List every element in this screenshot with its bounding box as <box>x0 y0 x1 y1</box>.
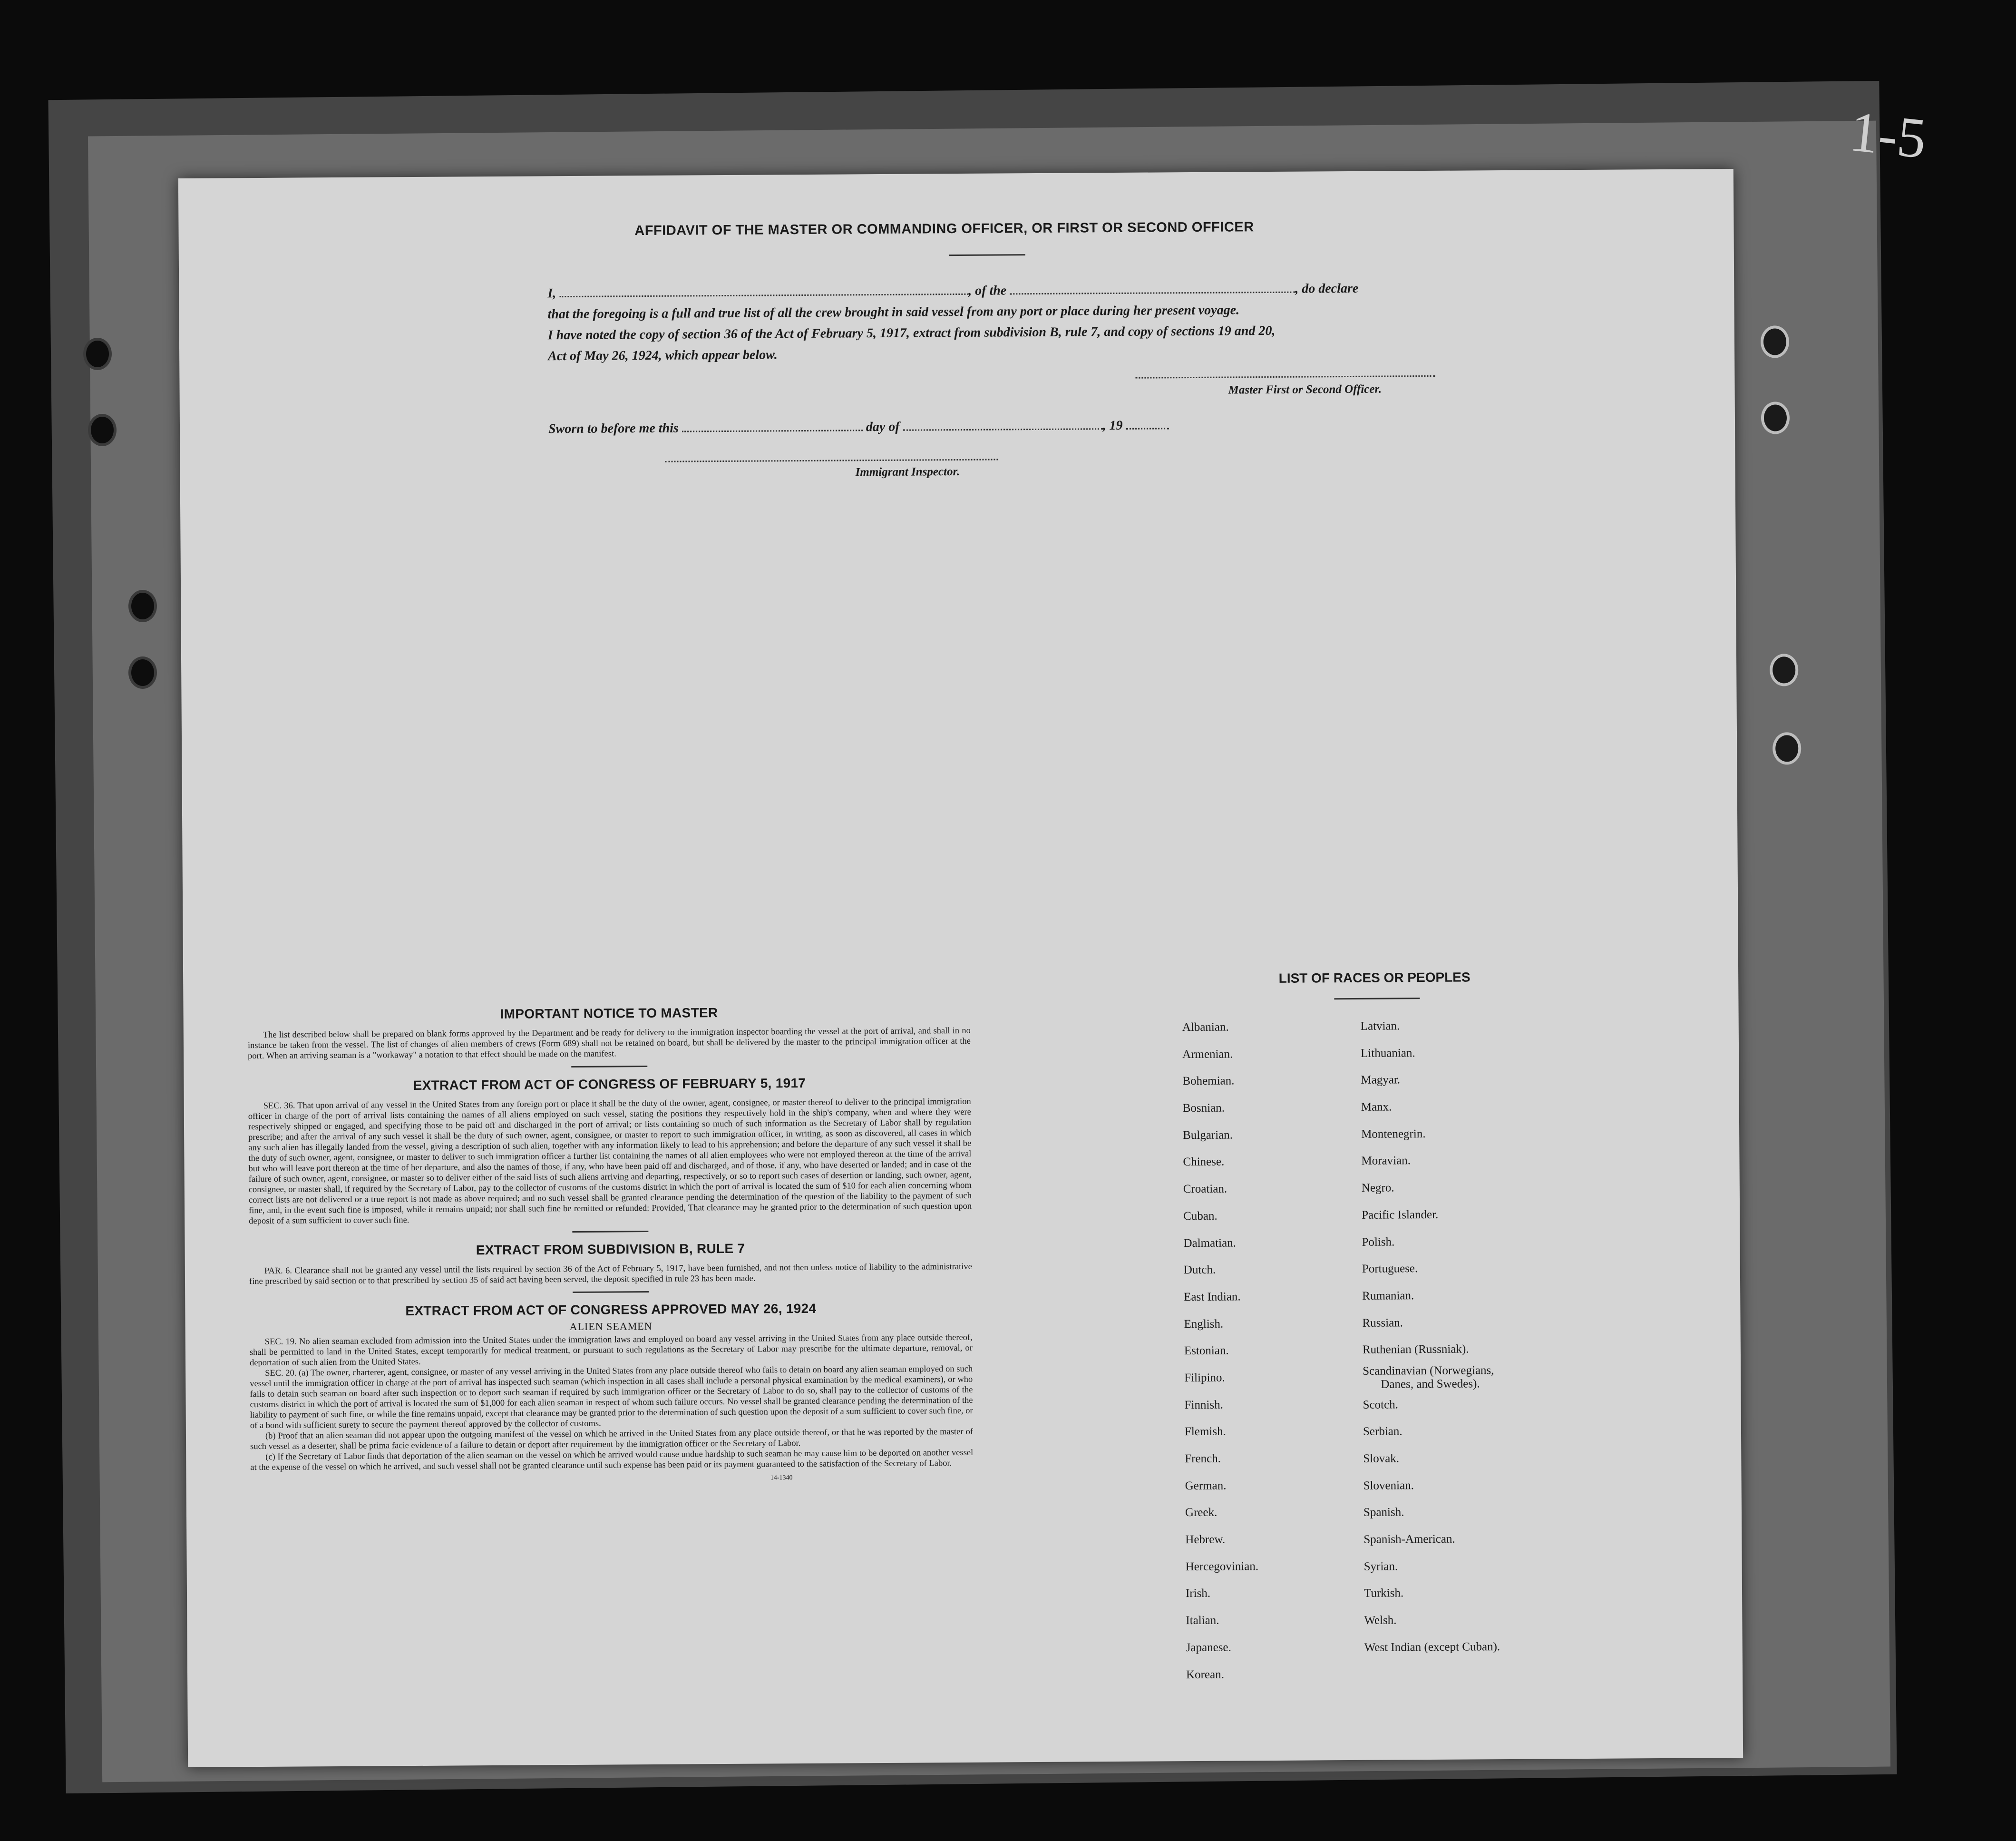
race-item: Dutch. <box>1183 1263 1216 1277</box>
declaration-line-4: Act of May 26, 1924, which appear below. <box>548 347 778 364</box>
race-item: Moravian. <box>1361 1154 1411 1168</box>
race-item: Cuban. <box>1183 1209 1217 1223</box>
extract-1924-subtitle: ALIEN SEAMEN <box>569 1320 653 1333</box>
extract-1924-title: EXTRACT FROM ACT OF CONGRESS APPROVED MAY 26, 1924 <box>405 1301 817 1319</box>
race-item: Scotch. <box>1363 1398 1399 1411</box>
extract-rule7-title: EXTRACT FROM SUBDIVISION B, RULE 7 <box>476 1241 745 1258</box>
section-divider <box>573 1291 649 1293</box>
extract-1917-title: EXTRACT FROM ACT OF CONGRESS OF FEBRUARY 5, 1917 <box>413 1075 806 1093</box>
inspector-signature-label: Immigrant Inspector. <box>855 465 960 479</box>
sec20c-text: (c) If the Secretary of Labor finds that deportation of the alien seaman on the vessel on which he arrived would cause undue hardship to such seaman he may cause him to be deported on another vessel at the expense of the vessel on which he arrived, and such vessel shall not be granted clearance until such expense has been paid or its payment guaranteed to the satisfaction of the Secretary of Labor. <box>250 1448 974 1473</box>
legal-text-column <box>247 1004 973 1485</box>
race-item: Magyar. <box>1361 1073 1401 1087</box>
binder-hole <box>1761 325 1789 358</box>
race-item: Bosnian. <box>1182 1101 1225 1115</box>
affidavit-sheet <box>178 169 1743 1767</box>
race-item: Portuguese. <box>1362 1262 1418 1276</box>
race-item: Hercegovinian. <box>1185 1559 1259 1573</box>
handwritten-page-number: 1-5 <box>1847 99 1929 170</box>
race-item: Hebrew. <box>1185 1533 1226 1547</box>
binder-hole <box>1770 654 1798 686</box>
race-item: West Indian (except Cuban). <box>1364 1640 1500 1654</box>
sec20a-text: SEC. 20. (a) The owner, charterer, agent, consignee, or master of any vessel arriving in the United States from any place outside thereof who fails to detain on board any alien seaman employed on such vessel until the immigration officer in charge at the port of arrival has inspected such seaman (which inspection in all cases shall include a personal physical examination by the medical examiners), or who fails to detain such seaman on board after such inspection or to deport such seaman if required by such immigration officer or the Secretary of Labor to do so, shall pay to the collector of customs of the customs district in which the port of arrival is located the sum of $1,000 for each alien seaman in respect of whom such failure occurs. No vessel shall be granted clearance pending the determination of the liability to payment of such fine, or while the fine remains unpaid, except that clearance may be granted prior to the determination of such question upon the deposit of a sum sufficient to cover such fine, or of a bond with sufficient surety to secure the payment thereof approved by the collector of customs. <box>250 1364 973 1431</box>
race-item: Polish. <box>1362 1235 1395 1249</box>
race-item: Estonian. <box>1184 1344 1229 1358</box>
race-item-line1: Scandinavian (Norwegians, <box>1363 1364 1494 1378</box>
inspector-signature-line <box>665 459 998 462</box>
race-item: Ruthenian (Russniak). <box>1362 1342 1469 1357</box>
race-item: Flemish. <box>1184 1425 1226 1439</box>
sec20b-text: (b) Proof that an alien seaman did not appear upon the outgoing manifest of the vessel on which he arrived in the United States from any place outside thereof, or that he was reported by the master of such vessel as a deserter, shall be prima facie evidence of a failure to detain or deport after requirement by the immigration officer or the Secretary of Labor. <box>250 1427 974 1452</box>
declaration-i: I, <box>547 286 556 301</box>
extract-rule7-text: PAR. 6. Clearance shall not be granted any vessel until the lists required by section 36 of the Act of February 5, 1917, have been furnished, and not then unless notice of liability to the administrative fine prescribed by said section or to that prescribed by section 35 of said act having been served, the deposit specified in rule 23 has been made. <box>249 1262 972 1287</box>
binder-hole <box>88 414 117 446</box>
race-item: Turkish. <box>1363 1586 1404 1600</box>
name-blank <box>559 282 968 297</box>
sec19-text: SEC. 19. No alien seaman excluded from admission into the United States under the immigration laws and employed on board any vessel arriving in the United States from any place outside thereof, shall be permitted to land in the United States, except temporarily for medical treatment, or pursuant to such regulations as the Secretary of Labor may prescribe for the ultimate departure, removal, or deportation of such alien from the United States. <box>249 1332 973 1368</box>
race-item: East Indian. <box>1184 1290 1241 1304</box>
extract-1917-text: SEC. 36. That upon arrival of any vessel in the United States from any foreign port or place it shall be the duty of the owner, agent, consignee, or master thereof to deliver to the principal immigration officer in charge of the port of arrival lists containing the names of all aliens employed on such vessel, stating the positions they respectively hold in the ship's company, when and where they were respectively shipped or engaged, and specifying those to be paid off and discharged in the port of arrival; or lists containing so much of such information as the Secretary of Labor shall by regulation prescribe; and after the arrival of any such vessel it shall be the duty of such owner, agent, consignee, or master to report to such immigration officer, in writing, as soon as discovered, all cases in which any such alien has illegally landed from the vessel, giving a description of such alien, together with any information likely to lead to his apprehension; and before the departure of any such vessel it shall be the duty of such owner, agent, consignee, or master to deliver to such immigration officer a further list containing the names of all alien employees who were not employed thereon at the time of the arrival but who will leave port thereon at the time of her departure, and also the names of those, if any, who have been paid off and discharged, and of those, if any, who have deserted or landed; and in case of the failure of such owner, agent, consignee, or master so to deliver either of the said lists of such aliens arriving and departing, respectively, or so to report such cases of desertion or landing, such owner, agent, consignee, or master shall, if required by the Secretary of Labor, pay to the collector of customs of the customs district in which the port of arrival is located the sum of $10 for each alien concerning whom correct lists are not delivered or a true report is not made as above required; and no such vessel shall be granted clearance pending the determination of the question of the liability to the payment of such fine, and, in the event such fine is imposed, while it remains unpaid; nor shall such fine be remitted or refunded: Provided, That clearance may be granted prior to the determination of such question upon deposit of a sum sufficient to cover such fine. <box>248 1097 972 1226</box>
race-item: Slovak. <box>1363 1452 1400 1465</box>
sworn-day-of: day of <box>866 419 900 435</box>
race-item: Dalmatian. <box>1183 1236 1237 1250</box>
vessel-blank <box>1010 280 1295 295</box>
section-divider <box>572 1231 648 1233</box>
race-item-line2: Danes, and Swedes). <box>1381 1377 1480 1391</box>
race-item: Montenegrin. <box>1361 1127 1426 1141</box>
race-item: English. <box>1184 1317 1224 1331</box>
race-item: Syrian. <box>1363 1560 1398 1573</box>
race-item: Rumanian. <box>1362 1289 1414 1302</box>
notice-text: The list described below shall be prepared on blank forms approved by the Department and be ready for delivery to the immigration inspector boarding the vessel at the port of arrival, and shall in no instance be taken from the vessel. The list of changes of alien members of crews (Form 689) shall not be retained on board, but shall be delivered by the master to the principal immigration officer at the port. When an arriving seaman is a "workaway" a notation to that effect should be made on the manifest. <box>247 1026 971 1061</box>
race-item: Bohemian. <box>1182 1074 1235 1088</box>
race-item: Bulgarian. <box>1183 1128 1233 1142</box>
race-item: Armenian. <box>1182 1048 1233 1061</box>
sworn-month-blank <box>903 417 1103 431</box>
binder-hole <box>1773 732 1801 764</box>
affidavit-title: AFFIDAVIT OF THE MASTER OR COMMANDING OFFICER, OR FIRST OR SECOND OFFICER <box>634 219 1254 239</box>
declaration-line-2: that the foregoing is a full and true list of all the crew brought in said vessel from any port or place during her present voyage. <box>547 303 1240 322</box>
races-column-2 <box>1361 1012 1500 1661</box>
race-item: Filipino. <box>1184 1371 1225 1385</box>
race-item <box>1363 1363 1499 1391</box>
sworn-label: Sworn to before me this <box>548 421 679 437</box>
master-signature-label: Master First or Second Officer. <box>1228 382 1382 397</box>
race-item: Slovenian. <box>1363 1479 1414 1492</box>
declaration-of-the: , of the <box>968 283 1007 298</box>
race-item: Italian. <box>1186 1614 1219 1627</box>
race-item: Japanese. <box>1186 1641 1231 1654</box>
declaration-do-declare: , do declare <box>1295 281 1359 296</box>
race-item: Pacific Islander. <box>1362 1208 1439 1222</box>
title-divider <box>949 254 1025 256</box>
race-item: Croatian. <box>1183 1182 1227 1196</box>
race-item: Manx. <box>1361 1100 1392 1114</box>
master-signature-line <box>1135 375 1435 379</box>
race-item: Finnish. <box>1184 1398 1223 1411</box>
race-item: Negro. <box>1361 1181 1394 1195</box>
race-item: Irish. <box>1185 1587 1211 1600</box>
race-item: Chinese. <box>1183 1156 1225 1169</box>
race-item: Serbian. <box>1363 1425 1402 1439</box>
race-item: Lithuanian. <box>1361 1046 1415 1060</box>
race-item: Greek. <box>1185 1506 1217 1519</box>
races-column-1 <box>1182 1014 1259 1688</box>
form-number: 14-1340 <box>770 1474 793 1482</box>
race-item: Albanian. <box>1182 1020 1229 1034</box>
binder-hole <box>128 590 157 622</box>
sworn-statement <box>548 413 1452 440</box>
sworn-year-blank <box>1126 416 1169 430</box>
sworn-year: , 19 <box>1102 418 1123 433</box>
race-item: Russian. <box>1362 1316 1403 1330</box>
race-item: Spanish-American. <box>1363 1532 1455 1546</box>
binder-hole <box>83 338 112 370</box>
section-divider <box>571 1066 647 1067</box>
race-item: Latvian. <box>1360 1019 1400 1033</box>
binder-hole <box>128 656 157 689</box>
declaration-line-3: I have noted the copy of section 36 of the Act of February 5, 1917, extract from subdivision B, rule 7, and copy of sections 19 and 20, <box>547 323 1276 343</box>
race-item: Spanish. <box>1363 1506 1404 1519</box>
affidavit-declaration <box>547 278 1451 367</box>
races-title: LIST OF RACES OR PEOPLES <box>1278 969 1471 986</box>
notice-title: IMPORTANT NOTICE TO MASTER <box>500 1005 718 1021</box>
race-item: German. <box>1185 1479 1227 1492</box>
race-item: French. <box>1185 1452 1221 1466</box>
binder-hole <box>1761 401 1790 434</box>
race-item: Korean. <box>1186 1668 1224 1681</box>
races-divider <box>1334 998 1420 999</box>
race-item: Welsh. <box>1364 1614 1397 1627</box>
sworn-date-blank <box>682 418 863 432</box>
